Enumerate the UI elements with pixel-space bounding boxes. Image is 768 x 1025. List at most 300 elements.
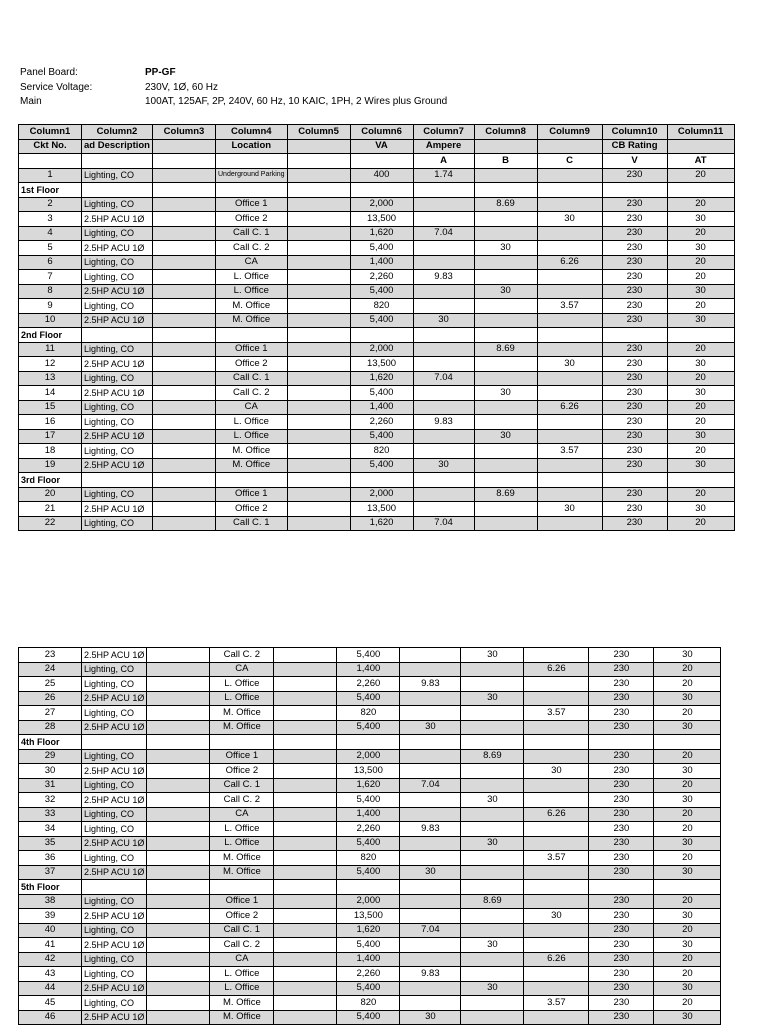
ampere-a-cell: 7.04	[413, 226, 474, 241]
main-label: Main	[20, 96, 42, 107]
table-row	[19, 270, 735, 285]
table-row	[19, 865, 721, 880]
ckt-no-cell: 38	[19, 894, 82, 909]
cb-voltage-cell: 230	[602, 168, 667, 183]
ampere-c-cell	[524, 938, 589, 953]
column3-cell	[147, 706, 210, 721]
location-cell: Office 2	[216, 212, 288, 227]
floor-label: 2nd Floor	[19, 328, 82, 343]
table-cell	[524, 880, 589, 895]
column-header: Column9	[537, 125, 602, 140]
column5-cell	[287, 299, 350, 314]
table-cell	[602, 328, 667, 343]
ampere-a-cell: 9.83	[413, 415, 474, 430]
cb-at-cell: 30	[654, 865, 721, 880]
column3-cell	[147, 909, 210, 924]
column5-cell	[287, 444, 350, 459]
table-row	[19, 807, 721, 822]
ckt-no-cell: 22	[19, 516, 82, 531]
table-row	[19, 691, 721, 706]
table-cell	[82, 183, 153, 198]
subheader-cell	[537, 139, 602, 154]
column3-cell	[147, 967, 210, 982]
cb-at-cell: 20	[654, 996, 721, 1011]
cb-voltage-cell: 230	[589, 851, 654, 866]
ampere-c-cell: 30	[537, 357, 602, 372]
column3-cell	[153, 284, 216, 299]
column3-cell	[153, 444, 216, 459]
cb-at-cell: 30	[654, 836, 721, 851]
column5-cell	[274, 793, 337, 808]
location-cell: Call C. 2	[216, 241, 288, 256]
cb-voltage-cell: 230	[589, 793, 654, 808]
table-row	[19, 415, 735, 430]
cb-voltage-cell: 230	[589, 836, 654, 851]
ampere-a-cell	[400, 894, 461, 909]
column5-cell	[274, 764, 337, 779]
subheader-cell: CB Rating	[602, 139, 667, 154]
ckt-no-cell: 35	[19, 836, 82, 851]
location-cell: Underground Parking	[216, 168, 288, 183]
table-cell	[400, 880, 461, 895]
load-description-cell: 2.5HP ACU 1Ø	[82, 313, 153, 328]
cb-at-cell: 20	[667, 371, 734, 386]
ampere-c-cell: 3.57	[524, 706, 589, 721]
column3-cell	[153, 487, 216, 502]
table-row	[19, 909, 721, 924]
ampere-b-cell: 8.69	[474, 487, 537, 502]
cb-at-cell: 30	[654, 720, 721, 735]
service-voltage-label: Service Voltage:	[20, 82, 93, 93]
cb-at-cell: 30	[654, 764, 721, 779]
ampere-c-cell: 6.26	[524, 662, 589, 677]
ampere-a-cell	[400, 648, 461, 663]
cb-at-cell: 20	[654, 851, 721, 866]
table-row	[19, 923, 721, 938]
table-cell	[474, 473, 537, 488]
column3-cell	[153, 429, 216, 444]
va-cell: 820	[337, 706, 400, 721]
location-cell: L. Office	[216, 429, 288, 444]
location-cell: Office 1	[216, 197, 288, 212]
ckt-no-cell: 25	[19, 677, 82, 692]
panel-schedule-table-2	[18, 647, 721, 1025]
ampere-c-cell	[524, 967, 589, 982]
subheader-cell: C	[537, 154, 602, 169]
cb-at-cell: 20	[667, 487, 734, 502]
cb-at-cell: 30	[654, 691, 721, 706]
cb-voltage-cell: 230	[602, 429, 667, 444]
ampere-b-cell: 30	[474, 429, 537, 444]
va-cell: 13,500	[350, 212, 413, 227]
location-cell: Office 1	[210, 894, 274, 909]
ampere-c-cell	[524, 981, 589, 996]
column3-cell	[147, 662, 210, 677]
column5-cell	[274, 981, 337, 996]
cb-at-cell: 20	[654, 677, 721, 692]
va-cell: 400	[350, 168, 413, 183]
cb-at-cell: 20	[667, 400, 734, 415]
cb-voltage-cell: 230	[589, 648, 654, 663]
load-description-cell: 2.5HP ACU 1Ø	[82, 502, 153, 517]
va-cell: 820	[337, 851, 400, 866]
column-header: Column1	[19, 125, 82, 140]
ampere-b-cell: 30	[461, 836, 524, 851]
table-row	[19, 677, 721, 692]
va-cell: 5,400	[337, 691, 400, 706]
load-description-cell: Lighting, CO	[82, 807, 147, 822]
floor-label: 1st Floor	[19, 183, 82, 198]
location-cell: CA	[210, 952, 274, 967]
table-row	[19, 662, 721, 677]
column5-cell	[274, 996, 337, 1011]
table-row	[19, 357, 735, 372]
table-row	[19, 197, 735, 212]
ckt-no-cell: 20	[19, 487, 82, 502]
cb-voltage-cell: 230	[589, 764, 654, 779]
load-description-cell: Lighting, CO	[82, 894, 147, 909]
ampere-b-cell: 30	[474, 386, 537, 401]
ckt-no-cell: 31	[19, 778, 82, 793]
va-cell: 5,400	[337, 836, 400, 851]
ampere-a-cell: 30	[413, 313, 474, 328]
table-cell	[337, 880, 400, 895]
subheader-cell	[153, 139, 216, 154]
location-cell: Call C. 1	[216, 516, 288, 531]
table-cell	[216, 328, 288, 343]
cb-voltage-cell: 230	[589, 822, 654, 837]
column5-cell	[274, 807, 337, 822]
column3-cell	[153, 386, 216, 401]
location-cell: L. Office	[216, 284, 288, 299]
ckt-no-cell: 29	[19, 749, 82, 764]
load-description-cell: Lighting, CO	[82, 371, 153, 386]
ampere-b-cell: 8.69	[461, 894, 524, 909]
ckt-no-cell: 2	[19, 197, 82, 212]
va-cell: 5,400	[350, 386, 413, 401]
ampere-c-cell	[537, 415, 602, 430]
cb-at-cell: 30	[667, 502, 734, 517]
ampere-a-cell: 7.04	[413, 371, 474, 386]
location-cell: Call C. 1	[210, 778, 274, 793]
load-description-cell: Lighting, CO	[82, 270, 153, 285]
table-row	[19, 952, 721, 967]
column5-cell	[274, 749, 337, 764]
cb-voltage-cell: 230	[589, 662, 654, 677]
cb-at-cell: 20	[667, 342, 734, 357]
table-row	[19, 429, 735, 444]
ampere-a-cell	[400, 706, 461, 721]
ampere-a-cell	[400, 807, 461, 822]
table-cell	[524, 735, 589, 750]
column3-cell	[147, 923, 210, 938]
ampere-a-cell	[413, 400, 474, 415]
cb-at-cell: 30	[654, 1010, 721, 1025]
ampere-a-cell: 30	[413, 458, 474, 473]
location-cell: Office 2	[210, 764, 274, 779]
load-description-cell: 2.5HP ACU 1Ø	[82, 836, 147, 851]
table-cell	[667, 328, 734, 343]
column3-cell	[147, 865, 210, 880]
location-cell: Office 2	[210, 909, 274, 924]
subheader-cell	[474, 139, 537, 154]
ampere-a-cell	[400, 793, 461, 808]
cb-voltage-cell: 230	[602, 502, 667, 517]
load-description-cell: 2.5HP ACU 1Ø	[82, 865, 147, 880]
ampere-b-cell: 30	[461, 793, 524, 808]
ampere-c-cell	[524, 749, 589, 764]
ampere-b-cell	[461, 851, 524, 866]
cb-voltage-cell: 230	[602, 226, 667, 241]
column5-cell	[287, 226, 350, 241]
cb-voltage-cell: 230	[589, 923, 654, 938]
va-cell: 1,620	[337, 778, 400, 793]
ampere-c-cell: 30	[537, 502, 602, 517]
table-cell	[82, 880, 147, 895]
column3-cell	[153, 342, 216, 357]
load-description-cell: Lighting, CO	[82, 967, 147, 982]
table-cell	[274, 735, 337, 750]
location-cell: Office 2	[216, 357, 288, 372]
table-cell	[287, 473, 350, 488]
location-cell: L. Office	[210, 691, 274, 706]
cb-voltage-cell: 230	[589, 865, 654, 880]
subheader-cell	[153, 154, 216, 169]
column3-cell	[147, 677, 210, 692]
ampere-b-cell	[474, 226, 537, 241]
subheader-cell	[350, 154, 413, 169]
table-cell	[210, 880, 274, 895]
location-cell: M. Office	[210, 706, 274, 721]
column3-cell	[153, 313, 216, 328]
ckt-no-cell: 14	[19, 386, 82, 401]
table-cell	[153, 183, 216, 198]
load-description-cell: 2.5HP ACU 1Ø	[82, 284, 153, 299]
va-cell: 820	[337, 996, 400, 1011]
ampere-c-cell	[524, 691, 589, 706]
cb-voltage-cell: 230	[589, 677, 654, 692]
ampere-c-cell	[537, 197, 602, 212]
va-cell: 5,400	[350, 458, 413, 473]
ckt-no-cell: 28	[19, 720, 82, 735]
va-cell: 5,400	[337, 720, 400, 735]
ckt-no-cell: 17	[19, 429, 82, 444]
table-cell	[350, 328, 413, 343]
ampere-c-cell	[537, 458, 602, 473]
va-cell: 2,000	[350, 487, 413, 502]
table-row	[19, 851, 721, 866]
cb-at-cell: 20	[667, 444, 734, 459]
column5-cell	[287, 357, 350, 372]
table-cell	[153, 473, 216, 488]
ampere-a-cell	[400, 938, 461, 953]
column3-cell	[147, 648, 210, 663]
table-row	[19, 212, 735, 227]
ckt-no-cell: 42	[19, 952, 82, 967]
subheader-cell: A	[413, 154, 474, 169]
ampere-a-cell	[413, 502, 474, 517]
cb-voltage-cell: 230	[602, 487, 667, 502]
table-row	[19, 168, 735, 183]
load-description-cell: 2.5HP ACU 1Ø	[82, 1010, 147, 1025]
column3-cell	[147, 938, 210, 953]
ampere-a-cell	[400, 691, 461, 706]
ampere-a-cell	[413, 487, 474, 502]
table-cell	[667, 183, 734, 198]
load-description-cell: 2.5HP ACU 1Ø	[82, 720, 147, 735]
ampere-c-cell: 3.57	[524, 996, 589, 1011]
column5-cell	[287, 212, 350, 227]
location-cell: M. Office	[216, 299, 288, 314]
cb-voltage-cell: 230	[602, 212, 667, 227]
ampere-b-cell	[461, 865, 524, 880]
column-header: Column4	[216, 125, 288, 140]
cb-voltage-cell: 230	[589, 996, 654, 1011]
load-description-cell: Lighting, CO	[82, 400, 153, 415]
cb-voltage-cell: 230	[589, 909, 654, 924]
subheader-cell: AT	[667, 154, 734, 169]
ampere-b-cell	[474, 357, 537, 372]
load-description-cell: Lighting, CO	[82, 255, 153, 270]
va-cell: 2,000	[337, 749, 400, 764]
column3-cell	[153, 270, 216, 285]
ampere-b-cell: 30	[461, 691, 524, 706]
column5-cell	[287, 313, 350, 328]
load-description-cell: 2.5HP ACU 1Ø	[82, 648, 147, 663]
va-cell: 5,400	[337, 938, 400, 953]
va-cell: 2,260	[337, 677, 400, 692]
cb-voltage-cell: 230	[589, 720, 654, 735]
table-cell	[667, 473, 734, 488]
table-row	[19, 487, 735, 502]
table-row	[19, 778, 721, 793]
ampere-c-cell	[537, 371, 602, 386]
va-cell: 5,400	[350, 313, 413, 328]
column5-cell	[274, 923, 337, 938]
ampere-a-cell	[400, 909, 461, 924]
table-cell	[82, 735, 147, 750]
ckt-no-cell: 33	[19, 807, 82, 822]
load-description-cell: Lighting, CO	[82, 342, 153, 357]
ampere-b-cell	[474, 168, 537, 183]
cb-at-cell: 20	[667, 197, 734, 212]
table-row	[19, 313, 735, 328]
ckt-no-cell: 11	[19, 342, 82, 357]
column3-cell	[153, 226, 216, 241]
main-value: 100AT, 125AF, 2P, 240V, 60 Hz, 10 KAIC, 1PH, 2 Wires plus Ground	[145, 96, 448, 107]
va-cell: 820	[350, 444, 413, 459]
service-voltage-value: 230V, 1Ø, 60 Hz	[145, 82, 219, 93]
subheader-cell	[19, 154, 82, 169]
load-description-cell: Lighting, CO	[82, 487, 153, 502]
load-description-cell: 2.5HP ACU 1Ø	[82, 691, 147, 706]
ampere-c-cell	[537, 516, 602, 531]
cb-voltage-cell: 230	[602, 444, 667, 459]
va-cell: 5,400	[337, 981, 400, 996]
cb-voltage-cell: 230	[589, 894, 654, 909]
load-description-cell: Lighting, CO	[82, 444, 153, 459]
load-description-cell: 2.5HP ACU 1Ø	[82, 764, 147, 779]
table-cell	[474, 328, 537, 343]
ckt-no-cell: 41	[19, 938, 82, 953]
column-header: Column10	[602, 125, 667, 140]
ckt-no-cell: 18	[19, 444, 82, 459]
subheader-cell: VA	[350, 139, 413, 154]
column3-cell	[147, 691, 210, 706]
va-cell: 2,260	[350, 415, 413, 430]
cb-voltage-cell: 230	[602, 458, 667, 473]
load-description-cell: Lighting, CO	[82, 226, 153, 241]
column5-cell	[274, 720, 337, 735]
table-row	[19, 299, 735, 314]
ckt-no-cell: 13	[19, 371, 82, 386]
table-cell	[216, 473, 288, 488]
ampere-b-cell	[461, 778, 524, 793]
column3-cell	[147, 996, 210, 1011]
column3-cell	[153, 502, 216, 517]
location-cell: M. Office	[216, 458, 288, 473]
cb-at-cell: 20	[654, 662, 721, 677]
column3-cell	[153, 415, 216, 430]
table-cell	[400, 735, 461, 750]
ampere-a-cell	[400, 952, 461, 967]
ampere-a-cell: 9.83	[400, 822, 461, 837]
cb-voltage-cell: 230	[589, 778, 654, 793]
ampere-b-cell	[461, 764, 524, 779]
ampere-b-cell: 8.69	[461, 749, 524, 764]
table-row	[19, 822, 721, 837]
ampere-c-cell	[524, 923, 589, 938]
cb-at-cell: 30	[654, 648, 721, 663]
location-cell: Office 2	[216, 502, 288, 517]
ampere-b-cell	[461, 706, 524, 721]
ckt-no-cell: 40	[19, 923, 82, 938]
ampere-c-cell	[524, 822, 589, 837]
table-cell	[147, 735, 210, 750]
ckt-no-cell: 3	[19, 212, 82, 227]
ckt-no-cell: 12	[19, 357, 82, 372]
ckt-no-cell: 30	[19, 764, 82, 779]
table-row	[19, 400, 735, 415]
column5-cell	[287, 284, 350, 299]
column3-cell	[153, 212, 216, 227]
column5-cell	[274, 1010, 337, 1025]
va-cell: 13,500	[337, 764, 400, 779]
ampere-b-cell	[474, 415, 537, 430]
location-cell: Call C. 1	[216, 226, 288, 241]
cb-at-cell: 20	[654, 706, 721, 721]
cb-at-cell: 20	[667, 226, 734, 241]
subheader-row	[19, 139, 735, 154]
location-cell: M. Office	[210, 996, 274, 1011]
ampere-b-cell	[474, 212, 537, 227]
table-cell	[210, 735, 274, 750]
ampere-b-cell	[461, 996, 524, 1011]
table-cell	[153, 328, 216, 343]
cb-voltage-cell: 230	[602, 371, 667, 386]
table-row	[19, 749, 721, 764]
ampere-b-cell: 8.69	[474, 342, 537, 357]
ampere-b-cell	[474, 516, 537, 531]
subheader-cell	[82, 154, 153, 169]
column3-cell	[147, 720, 210, 735]
column5-cell	[274, 706, 337, 721]
ckt-no-cell: 21	[19, 502, 82, 517]
ampere-a-cell: 9.83	[400, 967, 461, 982]
table-cell	[461, 880, 524, 895]
column5-cell	[287, 255, 350, 270]
table-row	[19, 938, 721, 953]
